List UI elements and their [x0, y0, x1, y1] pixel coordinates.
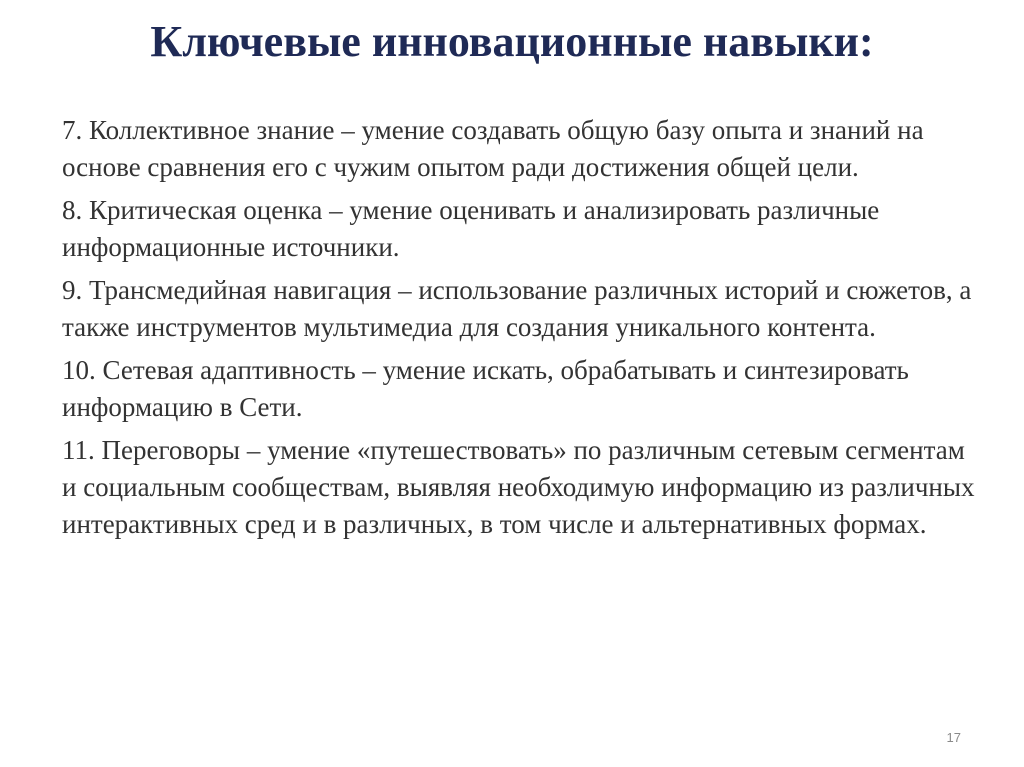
page-number: 17: [946, 730, 961, 745]
slide-title: Ключевые инновационные навыки:: [150, 17, 874, 66]
slide-body: [62, 112, 982, 549]
paragraph-9: 9. Трансмедийная навигация – использование различных историй и сюжетов, а также инструментов мультимедиа для создания уникального контента.: [62, 275, 972, 342]
paragraph-8: 8. Критическая оценка – умение оценивать и анализировать различные информационные источники.: [62, 195, 880, 262]
paragraph-10: 10. Сетевая адаптивность – умение искать, обрабатывать и синтезировать информацию в Сети.: [62, 355, 909, 422]
paragraph-11: 11. Переговоры – умение «путешествовать» по различным сетевым сегментам и социальным сообществам, выявляя необходимую информацию из различных интерактивных сред и в различных, в том числе и альтернативных формах.: [62, 435, 975, 539]
paragraph-7: 7. Коллективное знание – умение создавать общую базу опыта и знаний на основе сравнения его с чужим опытом ради достижения общей цели.: [62, 115, 924, 182]
